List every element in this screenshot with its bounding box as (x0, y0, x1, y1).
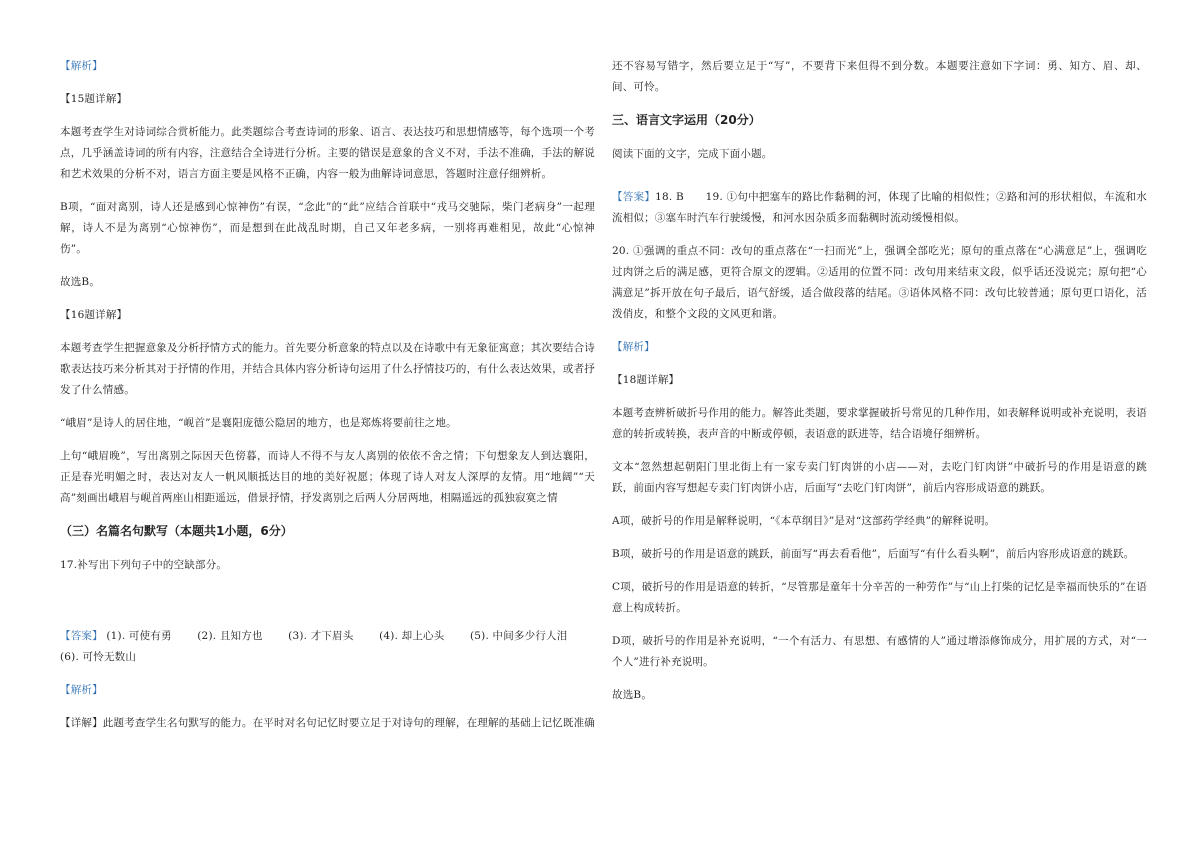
section-heading: 三、语言文字运用（20分） (612, 113, 761, 127)
q16-paragraph-3: 上句“峨眉晚”，写出离别之际因天色傍暮，而诗人不得不与友人离别的依依不舍之情；下句想象友人到达襄阳，正是春光明媚之时，表达对友人一帆风顺抵达目的地的美好祝愿；体现了诗人对友人深厚的友情。用“地阔”“天高”刻画出峨眉与岘首两座山相距遥远，借景抒情，抒发离别之后两人分居两地，相隔遥远的孤独寂寞之情 (60, 450, 595, 504)
analysis-tag-2: 【解析】 (60, 684, 103, 696)
q18-option-b: B项，破折号的作用是语意的跳跃，前面写“再去看看他”，后面写“有什么看头啊”，前后内容形成语意的跳跃。 (612, 548, 1135, 560)
q15-option-b: B项，“面对离别，诗人还是感到心惊神伤”有误，“念此”的“此”应结合首联中“戎马交驰际，柴门老病身”一起理解，诗人不是为离别“心惊神伤”，而是想到在此战乱时期，自己又年老多病，一别将再难相见，故此“心惊神伤”。 (60, 201, 595, 255)
reading-prompt: 阅读下面的文字，完成下面小题。 (612, 148, 773, 160)
q18-choice: 故选B。 (612, 689, 653, 701)
q17-answer-2: (2). 且知方也 (197, 630, 263, 642)
q18-paragraph-2: 文本“忽然想起朝阳门里北街上有一家专卖门钉肉饼的小店——对，去吃门钉肉饼”中破折号的作用是语意的跳跃，前面内容写想起专卖门钉肉饼小店，后面写“去吃门钉肉饼”，前后内容形成语意的跳跃。 (612, 461, 1147, 494)
q15-heading: 【15题详解】 (60, 93, 128, 105)
answer-tag: 【答案】 (60, 630, 103, 642)
continued-text: 还不容易写错字，然后要立足于“写”，不要背下来但得不到分数。本题要注意如下字词：勇、知方、眉、却、间、可怜。 (612, 60, 1147, 93)
answer-block (612, 187, 1147, 229)
q17-answer-6: (6). 可怜无数山 (60, 651, 137, 663)
q16-paragraph-2: “峨眉”是诗人的居住地，“岘首”是襄阳庞德公隐居的地方，也是郑炼将要前往之地。 (60, 417, 457, 429)
q17-answer-3: (3). 才下眉头 (288, 630, 354, 642)
right-column (612, 56, 1147, 718)
left-column (60, 56, 595, 746)
q20-answer: 20. ①强调的重点不同：改句的重点落在“一扫而光”上，强调全部吃光；原句的重点落在“心满意足”上，强调吃过肉饼之后的满足感，更符合原文的逻辑。②适用的位置不同：改句用来结束文段，似乎话还没说完；原句把“心满意足”拆开放在句子最后，语气舒缓，适合做段落的结尾。③语体风格不同：改句比较普通；原句更口语化，活泼俏皮，和整个文段的文风更和谐。 (612, 245, 1147, 320)
q18-text: 本题考查辨析破折号作用的能力。解答此类题，要求掌握破折号常见的几种作用，如表解释说明或补充说明，表语意的转折或转换，表声音的中断或停顿，表语意的跃进等，结合语境仔细辨析。 (612, 407, 1147, 440)
spacer (60, 588, 595, 626)
q17-answer-5: (5). 中间多少行人泪 (469, 630, 568, 642)
spacer (612, 177, 1147, 187)
q17-answer-1: (1). 可使有勇 (106, 630, 172, 642)
q15-choice: 故选B。 (60, 276, 101, 288)
section-3-heading: （三）名篇名句默写（本题共1小题，6分） (60, 524, 293, 538)
q16-heading: 【16题详解】 (60, 309, 128, 321)
analysis-tag: 【解析】 (60, 60, 103, 72)
answer-tag: 【答案】 (612, 191, 656, 203)
q18-option-c: C项，破折号的作用是语意的转折，“尽管那是童年十分辛苦的一种劳作”与“山上打柴的记忆是幸福而快乐的”在语意上构成转折。 (612, 581, 1147, 614)
q17-prompt: 17.补写出下列句子中的空缺部分。 (60, 559, 228, 571)
analysis-tag: 【解析】 (612, 341, 655, 353)
q18-option-a: A项，破折号的作用是解释说明，“《本草纲目》”是对“这部药学经典”的解释说明。 (612, 515, 996, 527)
q17-detail: 【详解】此题考查学生名句默写的能力。在平时对名句记忆时要立足于对诗句的理解，在理解的基础上记忆既准确 (60, 717, 596, 729)
answer-text: 18. B 19. ①句中把塞车的路比作黏稠的河，体现了比喻的相似性；②路和河的形状相似，车流和水流相似；③塞车时汽车行驶缓慢，和河水因杂质多而黏稠时流动缓慢相似。 (612, 191, 1147, 224)
q17-answer-4: (4). 却上心头 (379, 630, 445, 642)
q18-option-d: D项，破折号的作用是补充说明，“一个有活力、有思想、有感情的人”通过增添修饰成分，用扩展的方式，对“一个人”进行补充说明。 (612, 635, 1147, 668)
q16-text: 本题考查学生把握意象及分析抒情方式的能力。首先要分析意象的特点以及在诗歌中有无象征寓意；其次要结合诗歌表达技巧来分析其对于抒情的作用，并结合具体内容分析诗句运用了什么抒情技巧的，有什么表达效果，或者抒发了什么情感。 (60, 342, 595, 396)
q18-heading: 【18题详解】 (612, 374, 680, 386)
q17-answer (60, 626, 595, 668)
q15-text: 本题考查学生对诗词综合赏析能力。此类题综合考查诗词的形象、语言、表达技巧和思想情感等，每个选项一个考点，几乎涵盖诗词的所有内容，注意结合全诗进行分析。主要的错误是意象的含义不对，手法不准确，手法的解说和艺术效果的分析不对，语言方面主要是风格不正确，内容一般为曲解诗词意思，答题时注意仔细辨析。 (60, 126, 595, 180)
